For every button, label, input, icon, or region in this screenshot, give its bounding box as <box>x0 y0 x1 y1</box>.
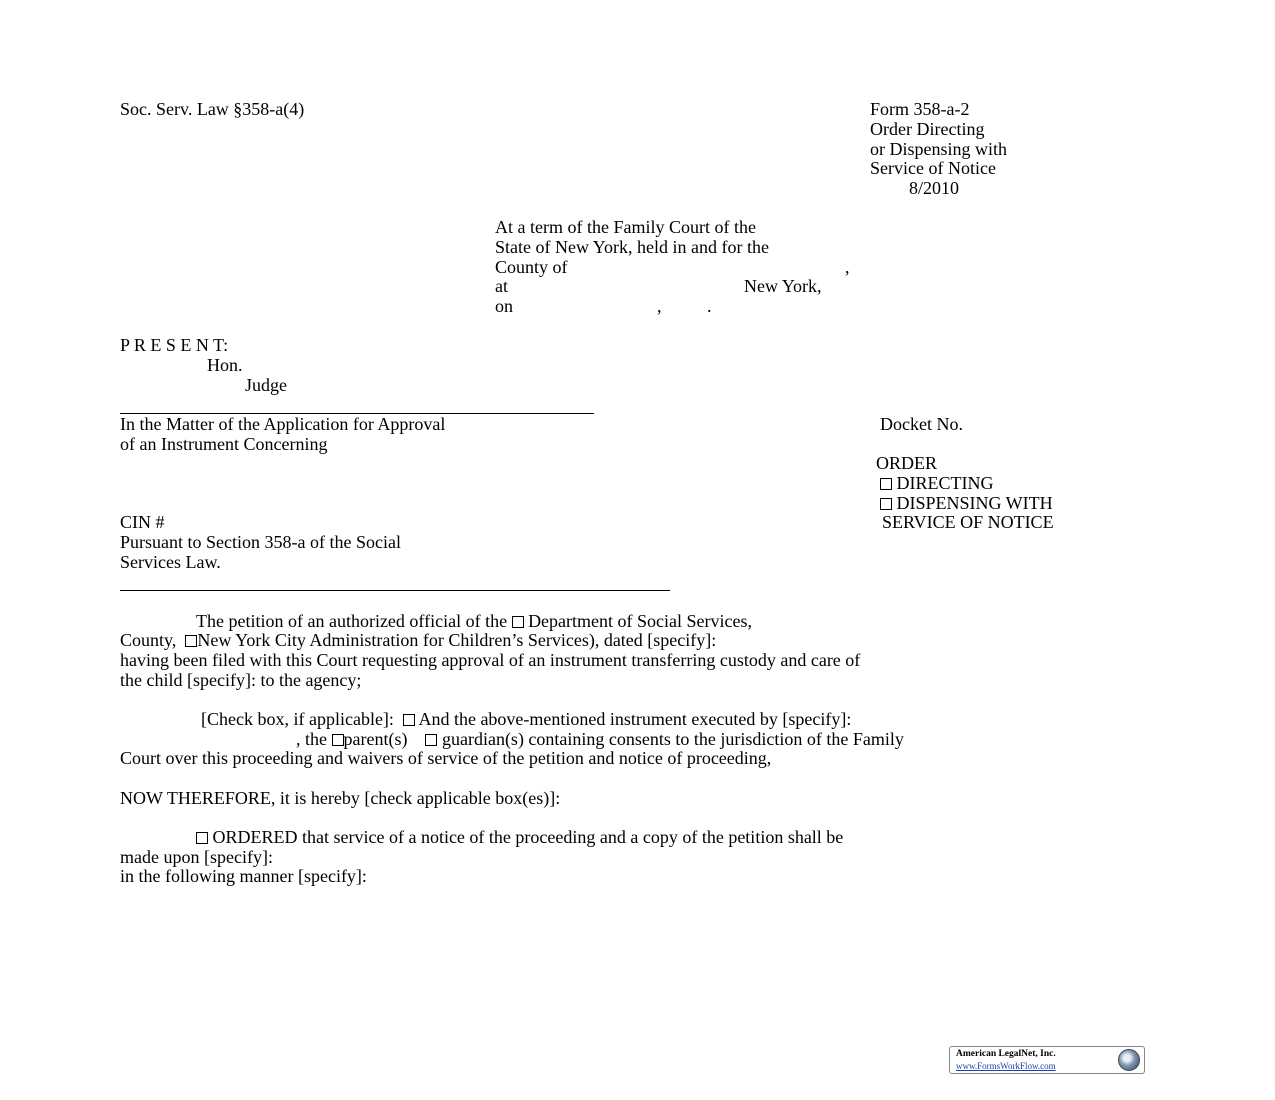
petition-text: The petition of an authorized official of the <box>196 611 508 631</box>
on-label: on <box>495 296 513 316</box>
form-title-line: Service of Notice <box>870 158 996 178</box>
parent-label: parent(s) <box>343 729 408 749</box>
globe-icon <box>1118 1049 1140 1071</box>
parent-checkbox[interactable] <box>332 734 344 746</box>
now-therefore: NOW THEREFORE, it is hereby [check applicable box(es)]: <box>120 788 561 808</box>
petition-line: the child [specify]: to the agency; <box>120 670 362 690</box>
acs-checkbox[interactable] <box>185 635 197 647</box>
instrument-checkbox[interactable] <box>403 714 415 726</box>
on-period: . <box>707 296 712 316</box>
court-term-line: At a term of the Family Court of the <box>495 217 756 237</box>
pursuant-line: Pursuant to Section 358-a of the Social <box>120 532 401 552</box>
american-legalnet-logo[interactable] <box>949 1046 1145 1074</box>
hon-label: Hon. <box>207 355 243 375</box>
docket-label: Docket No. <box>880 414 963 434</box>
county-text: County, <box>120 630 177 650</box>
petition-line <box>120 631 716 651</box>
pursuant-line: Services Law. <box>120 552 221 572</box>
order-option-directing <box>880 474 994 494</box>
form-number: Form 358-a-2 <box>870 99 970 119</box>
order-service-line: SERVICE OF NOTICE <box>882 512 1054 532</box>
on-comma: , <box>657 296 662 316</box>
company-url[interactable]: www.FormsWorkFlow.com <box>956 1061 1056 1071</box>
acs-label: New York City Administration for Children’s Services), dated [specify]: <box>197 630 717 650</box>
petition-line <box>196 612 752 632</box>
ordered-checkbox[interactable] <box>196 832 208 844</box>
court-term-line: State of New York, held in and for the <box>495 237 769 257</box>
instrument-line: Court over this proceeding and waivers of service of the petition and notice of proceeding, <box>120 748 772 768</box>
form-title-line: or Dispensing with <box>870 139 1007 159</box>
state-label: New York, <box>744 276 822 296</box>
form-title-line: Order Directing <box>870 119 985 139</box>
ordered-line <box>196 828 843 848</box>
at-label: at <box>495 276 508 296</box>
caption-bottom-rule <box>120 590 670 591</box>
cin-label: CIN # <box>120 512 165 532</box>
matter-line: In the Matter of the Application for Approval <box>120 414 446 434</box>
instrument-line <box>296 730 904 750</box>
form-date: 8/2010 <box>909 178 960 198</box>
petition-line: having been filed with this Court requesting approval of an instrument transferring custody and care of <box>120 650 861 670</box>
the-text: , the <box>296 729 327 749</box>
ordered-text: ORDERED that service of a notice of the proceeding and a copy of the petition shall be <box>212 827 844 847</box>
statute-citation: Soc. Serv. Law §358-a(4) <box>120 99 305 119</box>
instrument-line <box>201 710 851 730</box>
dispensing-checkbox[interactable] <box>880 498 892 510</box>
county-label: County of <box>495 257 568 277</box>
instrument-text: And the above-mentioned instrument executed by [specify]: <box>418 709 852 729</box>
company-name: American LegalNet, Inc. <box>956 1049 1056 1059</box>
order-option-dispensing <box>880 494 1053 514</box>
present-label: P R E S E N T: <box>120 335 229 355</box>
directing-label: DIRECTING <box>896 473 994 493</box>
matter-line: of an Instrument Concerning <box>120 434 328 454</box>
dss-label: Department of Social Services, <box>528 611 752 631</box>
guardian-label: guardian(s) containing consents to the jurisdiction of the Family <box>441 729 904 749</box>
county-comma: , <box>845 257 850 277</box>
judge-label: Judge <box>245 375 287 395</box>
ordered-line: made upon [specify]: <box>120 847 273 867</box>
dispensing-label: DISPENSING WITH <box>896 493 1053 513</box>
check-note: [Check box, if applicable]: <box>201 709 394 729</box>
guardian-checkbox[interactable] <box>425 734 437 746</box>
dss-checkbox[interactable] <box>512 616 524 628</box>
order-title: ORDER <box>876 453 938 473</box>
directing-checkbox[interactable] <box>880 478 892 490</box>
ordered-line: in the following manner [specify]: <box>120 866 367 886</box>
